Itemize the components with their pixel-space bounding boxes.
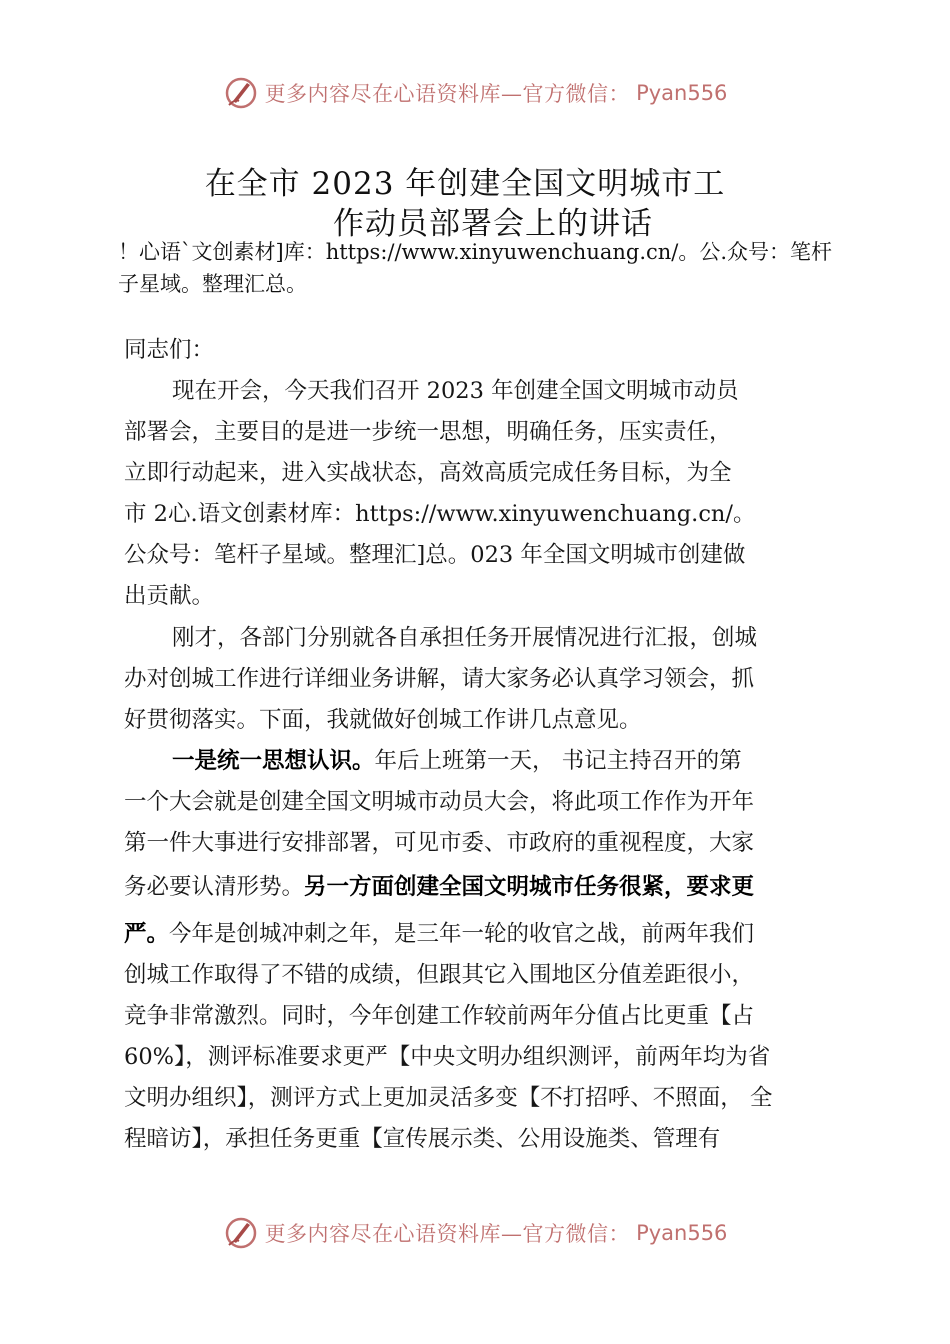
paragraph-line: 刚才，各部门分别就各自承担任务开展情况进行汇报，创城 xyxy=(172,625,758,651)
brush-logo-icon xyxy=(223,1215,259,1251)
paragraph-line xyxy=(172,743,742,775)
wechat-id: Pyan556 xyxy=(636,1221,728,1245)
document-title-line-2: 作动员部署会上的讲话 xyxy=(333,206,653,242)
paragraph-line: 部署会，主要目的是进一步统一思想，明确任务，压实责任， xyxy=(124,419,732,445)
emphasis-text: 严。 xyxy=(124,921,170,947)
promo-text: 更多内容尽在心语资料库—官方微信： xyxy=(264,82,631,106)
promo-text: 更多内容尽在心语资料库—官方微信： xyxy=(264,1222,631,1246)
header-watermark-banner xyxy=(0,68,950,118)
source-note: ！心语`文创素材]库：https://www.xinyuwenchuang.cn/。公.众号：笔杆子星域。整理汇总。 xyxy=(118,240,833,296)
paragraph-line: 办对创城工作进行详细业务讲解，请大家务必认真学习领会，抓 xyxy=(124,666,755,692)
paragraph-line: 竞争非常激烈。同时，今年创建工作较前两年分值占比更重【占 xyxy=(124,1003,755,1029)
paragraph-line: 第一件大事进行安排部署，可见市委、市政府的重视程度，大家 xyxy=(124,830,755,856)
brush-logo-icon xyxy=(223,75,259,111)
paragraph-text: 今年是创城冲刺之年，是三年一轮的收官之战，前两年我们 xyxy=(169,921,755,947)
salutation: 同志们： xyxy=(124,337,215,363)
paragraph-text: 年后上班第一天， 书记主持召开的第 xyxy=(374,748,742,774)
paragraph-text: 务必要认清形势。 xyxy=(124,874,305,900)
paragraph-line: 创城工作取得了不错的成绩，但跟其它入围地区分值差距很小， xyxy=(124,962,755,988)
paragraph-line xyxy=(124,916,754,948)
footer-watermark-banner xyxy=(0,1208,950,1258)
paragraph-line: 程暗访】，承担任务更重【宣传展示类、公用设施类、管理有 xyxy=(124,1126,721,1152)
emphasis-text: 另一方面创建全国文明城市任务很紧，要求更 xyxy=(304,874,755,900)
paragraph-line: 公众号：笔杆子星域。整理汇]总。023 年全国文明城市创建做 xyxy=(124,542,746,568)
document-title-line-1: 在全市 2023 年创建全国文明城市工 xyxy=(204,166,726,202)
paragraph-line: 立即行动起来，进入实战状态，高效高质完成任务目标，为全 xyxy=(124,460,732,486)
paragraph-line: 出贡献。 xyxy=(124,583,215,609)
paragraph-line: 好贯彻落实。下面，我就做好创城工作讲几点意见。 xyxy=(124,707,642,733)
paragraph-line: 文明办组织】，测评方式上更加灵活多变【不打招呼、不照面， 全 xyxy=(124,1085,773,1111)
wechat-id: Pyan556 xyxy=(636,81,728,105)
paragraph-line: 现在开会，今天我们召开 2023 年创建全国文明城市动员 xyxy=(172,378,739,404)
paragraph-line xyxy=(124,869,754,901)
paragraph-line: 市 2心.语文创素材库：https://www.xinyuwenchuang.cn/。 xyxy=(124,501,756,527)
paragraph-line: 60%】，测评标准要求更严【中央文明办组织测评，前两年均为省 xyxy=(124,1044,771,1070)
paragraph-line: 一个大会就是创建全国文明城市动员大会，将此项工作作为开年 xyxy=(124,789,755,815)
section-heading-1: 一是统一思想认识。 xyxy=(172,748,375,774)
